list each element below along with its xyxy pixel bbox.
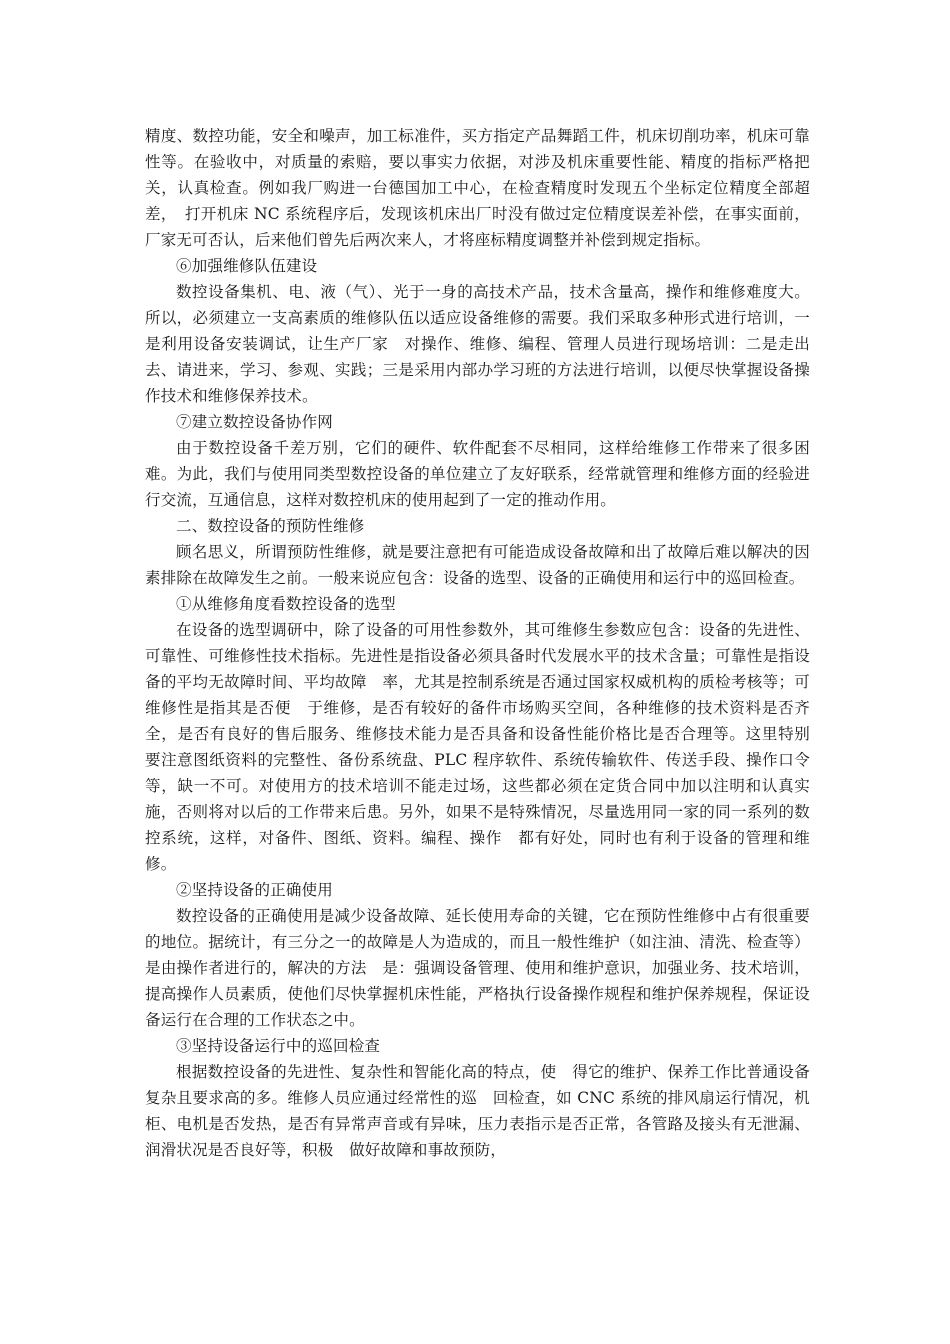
paragraph-acceptance-inspection: 精度、数控功能，安全和噪声，加工标准件，买方指定产品舞蹈工件，机床切削功率，机床可靠性等。在验收中，对质量的索赔，要以事实力依据，对涉及机床重要性能、精度的指标严格把关，认真检查。例如我厂购进一台德国加工中心，在检查精度时发现五个坐标定位精度全部超差， 打开机床 NC 系统程序后，发现该机床出厂时没有做过定位精度误差补偿，在事实面前，厂家无可否认，后来他们曾先后两次来人，才将座标精度调整并补偿到规定指标。: [145, 127, 810, 249]
heading-patrol-inspection: ③坚持设备运行中的巡回检查: [176, 1037, 381, 1055]
heading-cooperation-network: ⑦建立数控设备协作网: [176, 413, 334, 431]
paragraph-patrol-inspection: 根据数控设备的先进性、复杂性和智能化高的特点，使 得它的维护、保养工作比普通设备复杂且要求高的多。维修人员应通过经常性的巡 回检查，如 CNC 系统的排风扇运行情况，机柜、电机是否发热，是否有异常声音或有异味，压力表指示是否正常，各管路及接头有无泄漏、润滑状况是否良好等，积极 做好故障和事故预防，: [145, 1063, 810, 1159]
paragraph-preventive-definition: 顾名思义，所谓预防性维修，就是要注意把有可能造成设备故障和出了故障后难以解决的因素排除在故障发生之前。一般来说应包含：设备的选型、设备的正确使用和运行中的巡回检查。: [145, 543, 810, 587]
paragraph-cooperation-network: 由于数控设备千差万别，它们的硬件、软件配套不尽相同，这样给维修工作带来了很多困难。为此，我们与使用同类型数控设备的单位建立了友好联系，经常就管理和维修方面的经验进行交流，互通信息，这样对数控机床的使用起到了一定的推动作用。: [145, 439, 810, 509]
heading-correct-use: ②坚持设备的正确使用: [176, 881, 334, 899]
paragraph-equipment-selection: 在设备的选型调研中，除了设备的可用性参数外，其可维修生参数应包含：设备的先进性、可靠性、可维修性技术指标。先进性是指设备必须具备时代发展水平的技术含量；可靠性是指设备的平均无故障时间、平均故障 率，尤其是控制系统是否通过国家权威机构的质检考核等；可维修性是指其是否便 于维修，是否有较好的备件市场购买空间，各种维修的技术资料是否齐全，是否有良好的售后服务、维修技术能力是否具备和设备性能价格比是否合理等。这里特别 要注意图纸资料的完整性、备份系统盘、PLC 程序软件、系统传输软件、传送手段、操作口令等，缺一不可。对使用方的技术培训不能走过场，这些都必须在定货合同中加以注明和认真实施，否则将对以后的工作带来后患。另外，如果不是特殊情况，尽量选用同一家的同一系列的数控系统，这样，对备件、图纸、资料。编程、操作 都有好处，同时也有利于设备的管理和维修。: [145, 621, 826, 873]
paragraph-maintenance-team: 数控设备集机、电、液（气）、光于一身的高技术产品，技术含量高，操作和维修难度大。所以，必须建立一支高素质的维修队伍以适应设备维修的需要。我们采取多种形式进行培训，一是利用设备安装调试，让生产厂家 对操作、维修、编程、管理人员进行现场培训：二是走出去、请进来，学习、参观、实践；三是采用内部办学习班的方法进行培训，以便尽快掌握设备操作技术和维修保养技术。: [145, 283, 810, 405]
heading-maintenance-team: ⑥加强维修队伍建设: [176, 257, 318, 275]
section-heading-preventive-maintenance: 二、数控设备的预防性维修: [176, 517, 365, 535]
paragraph-correct-use: 数控设备的正确使用是减少设备故障、延长使用寿命的关键，它在预防性维修中占有很重要的地位。据统计，有三分之一的故障是人为造成的，而且一般性维护（如注油、清洗、检查等）是由操作者进行的，解决的方法 是：强调设备管理、使用和维护意识，加强业务、技术培训，提高操作人员素质，使他们尽快掌握机床性能，严格执行设备操作规程和维护保养规程，保证设备运行在合理的工作状态之中。: [145, 907, 810, 1029]
heading-equipment-selection: ①从维修角度看数控设备的选型: [176, 595, 396, 613]
document-body: [145, 123, 826, 1163]
